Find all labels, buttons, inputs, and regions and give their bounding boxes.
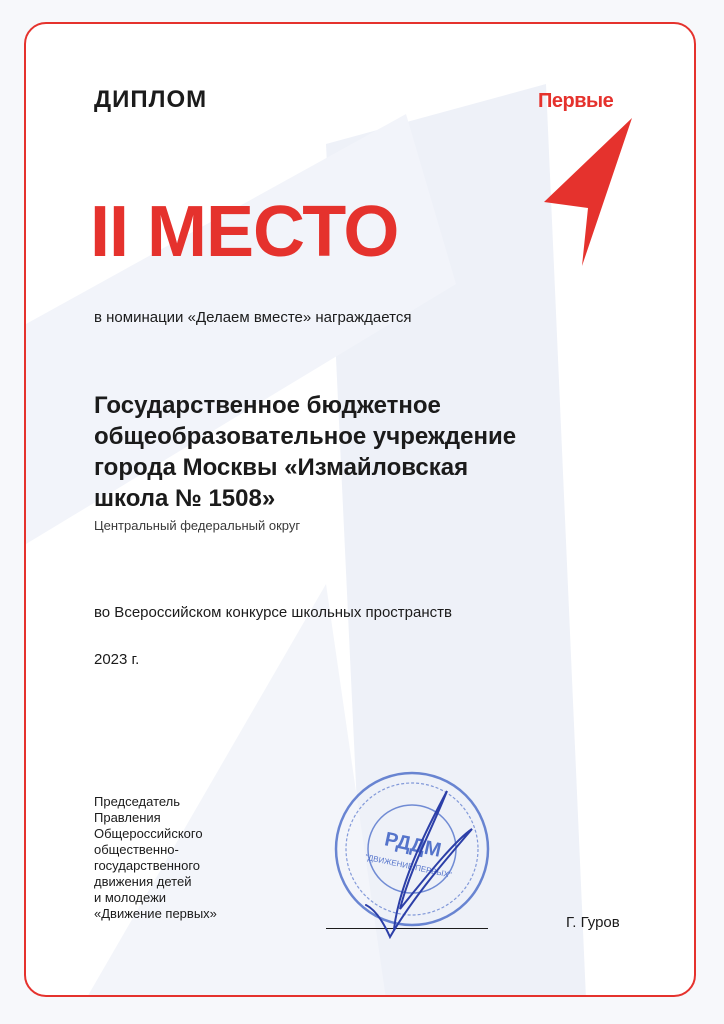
award-year: 2023 г. bbox=[94, 651, 140, 668]
recipient-name-line: Государственное бюджетное bbox=[94, 392, 441, 419]
signer-title-line: общественно- bbox=[94, 842, 179, 857]
recipient-name-line: города Москвы «Измайловская bbox=[94, 454, 469, 481]
signer-name: Г. Гуров bbox=[566, 914, 620, 931]
stamp-sub-text: "ДВИЖЕНИЕ ПЕРВЫХ" bbox=[364, 852, 453, 880]
contest-name: во Всероссийском конкурсе школьных пространств bbox=[94, 604, 452, 621]
signer-title-line: государственного bbox=[94, 858, 201, 873]
signer-title-line: «Движение первых» bbox=[94, 906, 217, 921]
recipient-name-line: общеобразовательное учреждение bbox=[94, 423, 517, 450]
diploma-frame bbox=[24, 22, 696, 997]
recipient-name bbox=[94, 390, 674, 514]
stamp-center-text: РДДМ bbox=[382, 828, 444, 862]
signer-title-line: Общероссийского bbox=[94, 826, 203, 841]
document-type: ДИПЛОМ bbox=[94, 86, 208, 113]
signer-title-line: движения детей bbox=[94, 874, 192, 889]
signer-title-line: Правления bbox=[94, 810, 161, 825]
signer-title bbox=[94, 794, 294, 922]
brand-logo-icon bbox=[536, 116, 632, 268]
nomination-line: в номинации «Делаем вместе» награждается bbox=[94, 309, 412, 326]
brand-name: Первые bbox=[538, 90, 614, 112]
official-stamp-seal bbox=[322, 759, 502, 939]
signer-title-line: Председатель bbox=[94, 794, 181, 809]
recipient-name-line: школа № 1508» bbox=[94, 485, 276, 512]
award-place: II МЕСТО bbox=[90, 192, 399, 272]
recipient-district: Центральный федеральный округ bbox=[94, 518, 301, 533]
signer-title-line: и молодежи bbox=[94, 890, 167, 905]
